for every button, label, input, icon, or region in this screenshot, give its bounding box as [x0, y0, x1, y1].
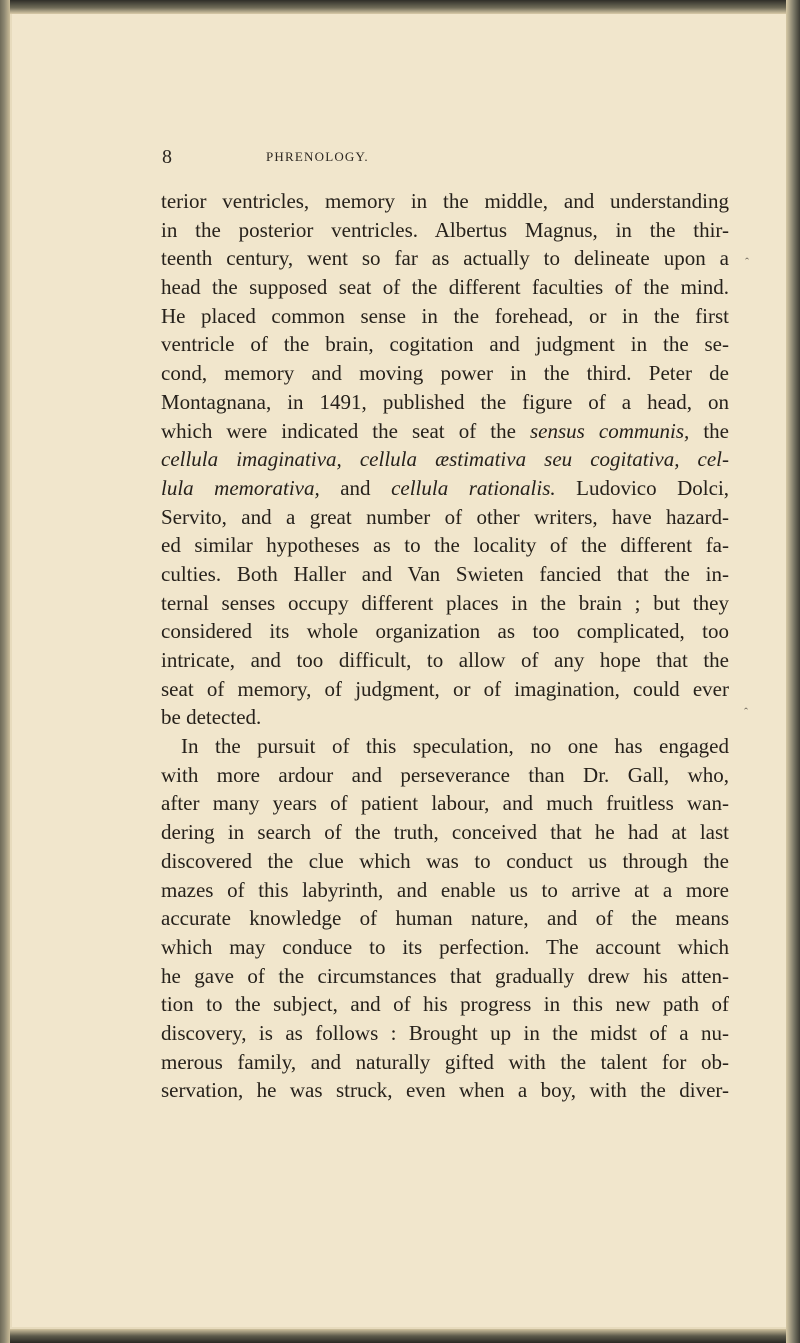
italic-text-line [161, 445, 729, 474]
text-line: ternal senses occupy different places in the brain ; but they [161, 590, 729, 615]
text-line: with more ardour and perseverance than Dr. Gall, who, [161, 762, 729, 787]
text-fragment: and [340, 475, 371, 500]
italic-term: lula memorativa, [161, 475, 320, 500]
page-top-edge [0, 0, 800, 14]
binding-left-edge [0, 0, 10, 1343]
text-fragment: Ludovico Dolci, [576, 475, 730, 500]
text-line: terior ventricles, memory in the middle, and understanding [161, 189, 729, 213]
margin-mark: ˆ [745, 255, 749, 269]
text-line: ventricle of the brain, cogitation and judgment in the se- [161, 332, 729, 357]
text-line: culties. Both Haller and Van Swieten fancied that the in- [161, 561, 729, 586]
text-fragment: the [703, 418, 729, 443]
text-line: tion to the subject, and of his progress in this new path of [161, 992, 729, 1017]
body-text [161, 187, 729, 1105]
text-line: teenth century, went so far as actually to delineate upon a [161, 246, 729, 271]
text-line: seat of memory, of judgment, or of imagination, could ever [161, 676, 729, 701]
page-bottom-edge [0, 1329, 800, 1343]
text-line: intricate, and too difficult, to allow of any hope that the [161, 648, 729, 672]
text-line: Servito, and a great number of other writers, have hazard- [161, 504, 729, 529]
running-title: PHRENOLOGY. [266, 149, 369, 164]
text-line: discovery, is as follows : Brought up in the midst of a nu- [161, 1020, 729, 1045]
text-line: be detected. [161, 705, 262, 730]
text-fragment: which were indicated the seat of the [161, 418, 516, 443]
italic-term: cellula imaginativa, cellula æstimativa seu cogitativa, cel- [161, 447, 729, 472]
text-line: head the supposed seat of the different faculties of the mind. [161, 275, 729, 300]
text-line: discovered the clue which was to conduct us through the [161, 848, 729, 873]
text-line: he gave of the circumstances that gradually drew his atten- [161, 963, 729, 988]
text-line-with-italic [161, 474, 729, 503]
text-line: in the posterior ventricles. Albertus Magnus, in the thir- [161, 217, 729, 242]
text-line: servation, he was struck, even when a boy, with the diver- [161, 1078, 729, 1103]
italic-term: cellula rationalis. [391, 475, 556, 500]
page-header [162, 146, 662, 170]
page-number: 8 [162, 146, 172, 168]
text-line: ed similar hypotheses as to the locality of the different fa- [161, 533, 729, 558]
text-line: Montagnana, in 1491, published the figure of a head, on [161, 389, 729, 414]
text-line: after many years of patient labour, and much fruitless wan- [161, 791, 729, 816]
text-line: cond, memory and moving power in the third. Peter de [161, 361, 729, 386]
text-line: He placed common sense in the forehead, or in the first [161, 303, 729, 328]
text-line: merous family, and naturally gifted with the talent for ob- [161, 1049, 729, 1074]
text-line: accurate knowledge of human nature, and of the means [161, 906, 729, 931]
text-line: dering in search of the truth, conceived that he had at last [161, 820, 729, 845]
text-line-with-italic [161, 417, 729, 446]
text-line: considered its whole organization as too complicated, too [161, 619, 729, 644]
italic-term: sensus communis, [529, 418, 690, 443]
paragraph-start-line: In the pursuit of this speculation, no one has engaged [181, 734, 729, 759]
text-line: mazes of this labyrinth, and enable us to arrive at a more [161, 877, 729, 902]
text-line: which may conduce to its perfection. The account which [161, 934, 729, 959]
binding-right-edge [786, 0, 800, 1343]
margin-mark: ˆ [744, 705, 748, 719]
